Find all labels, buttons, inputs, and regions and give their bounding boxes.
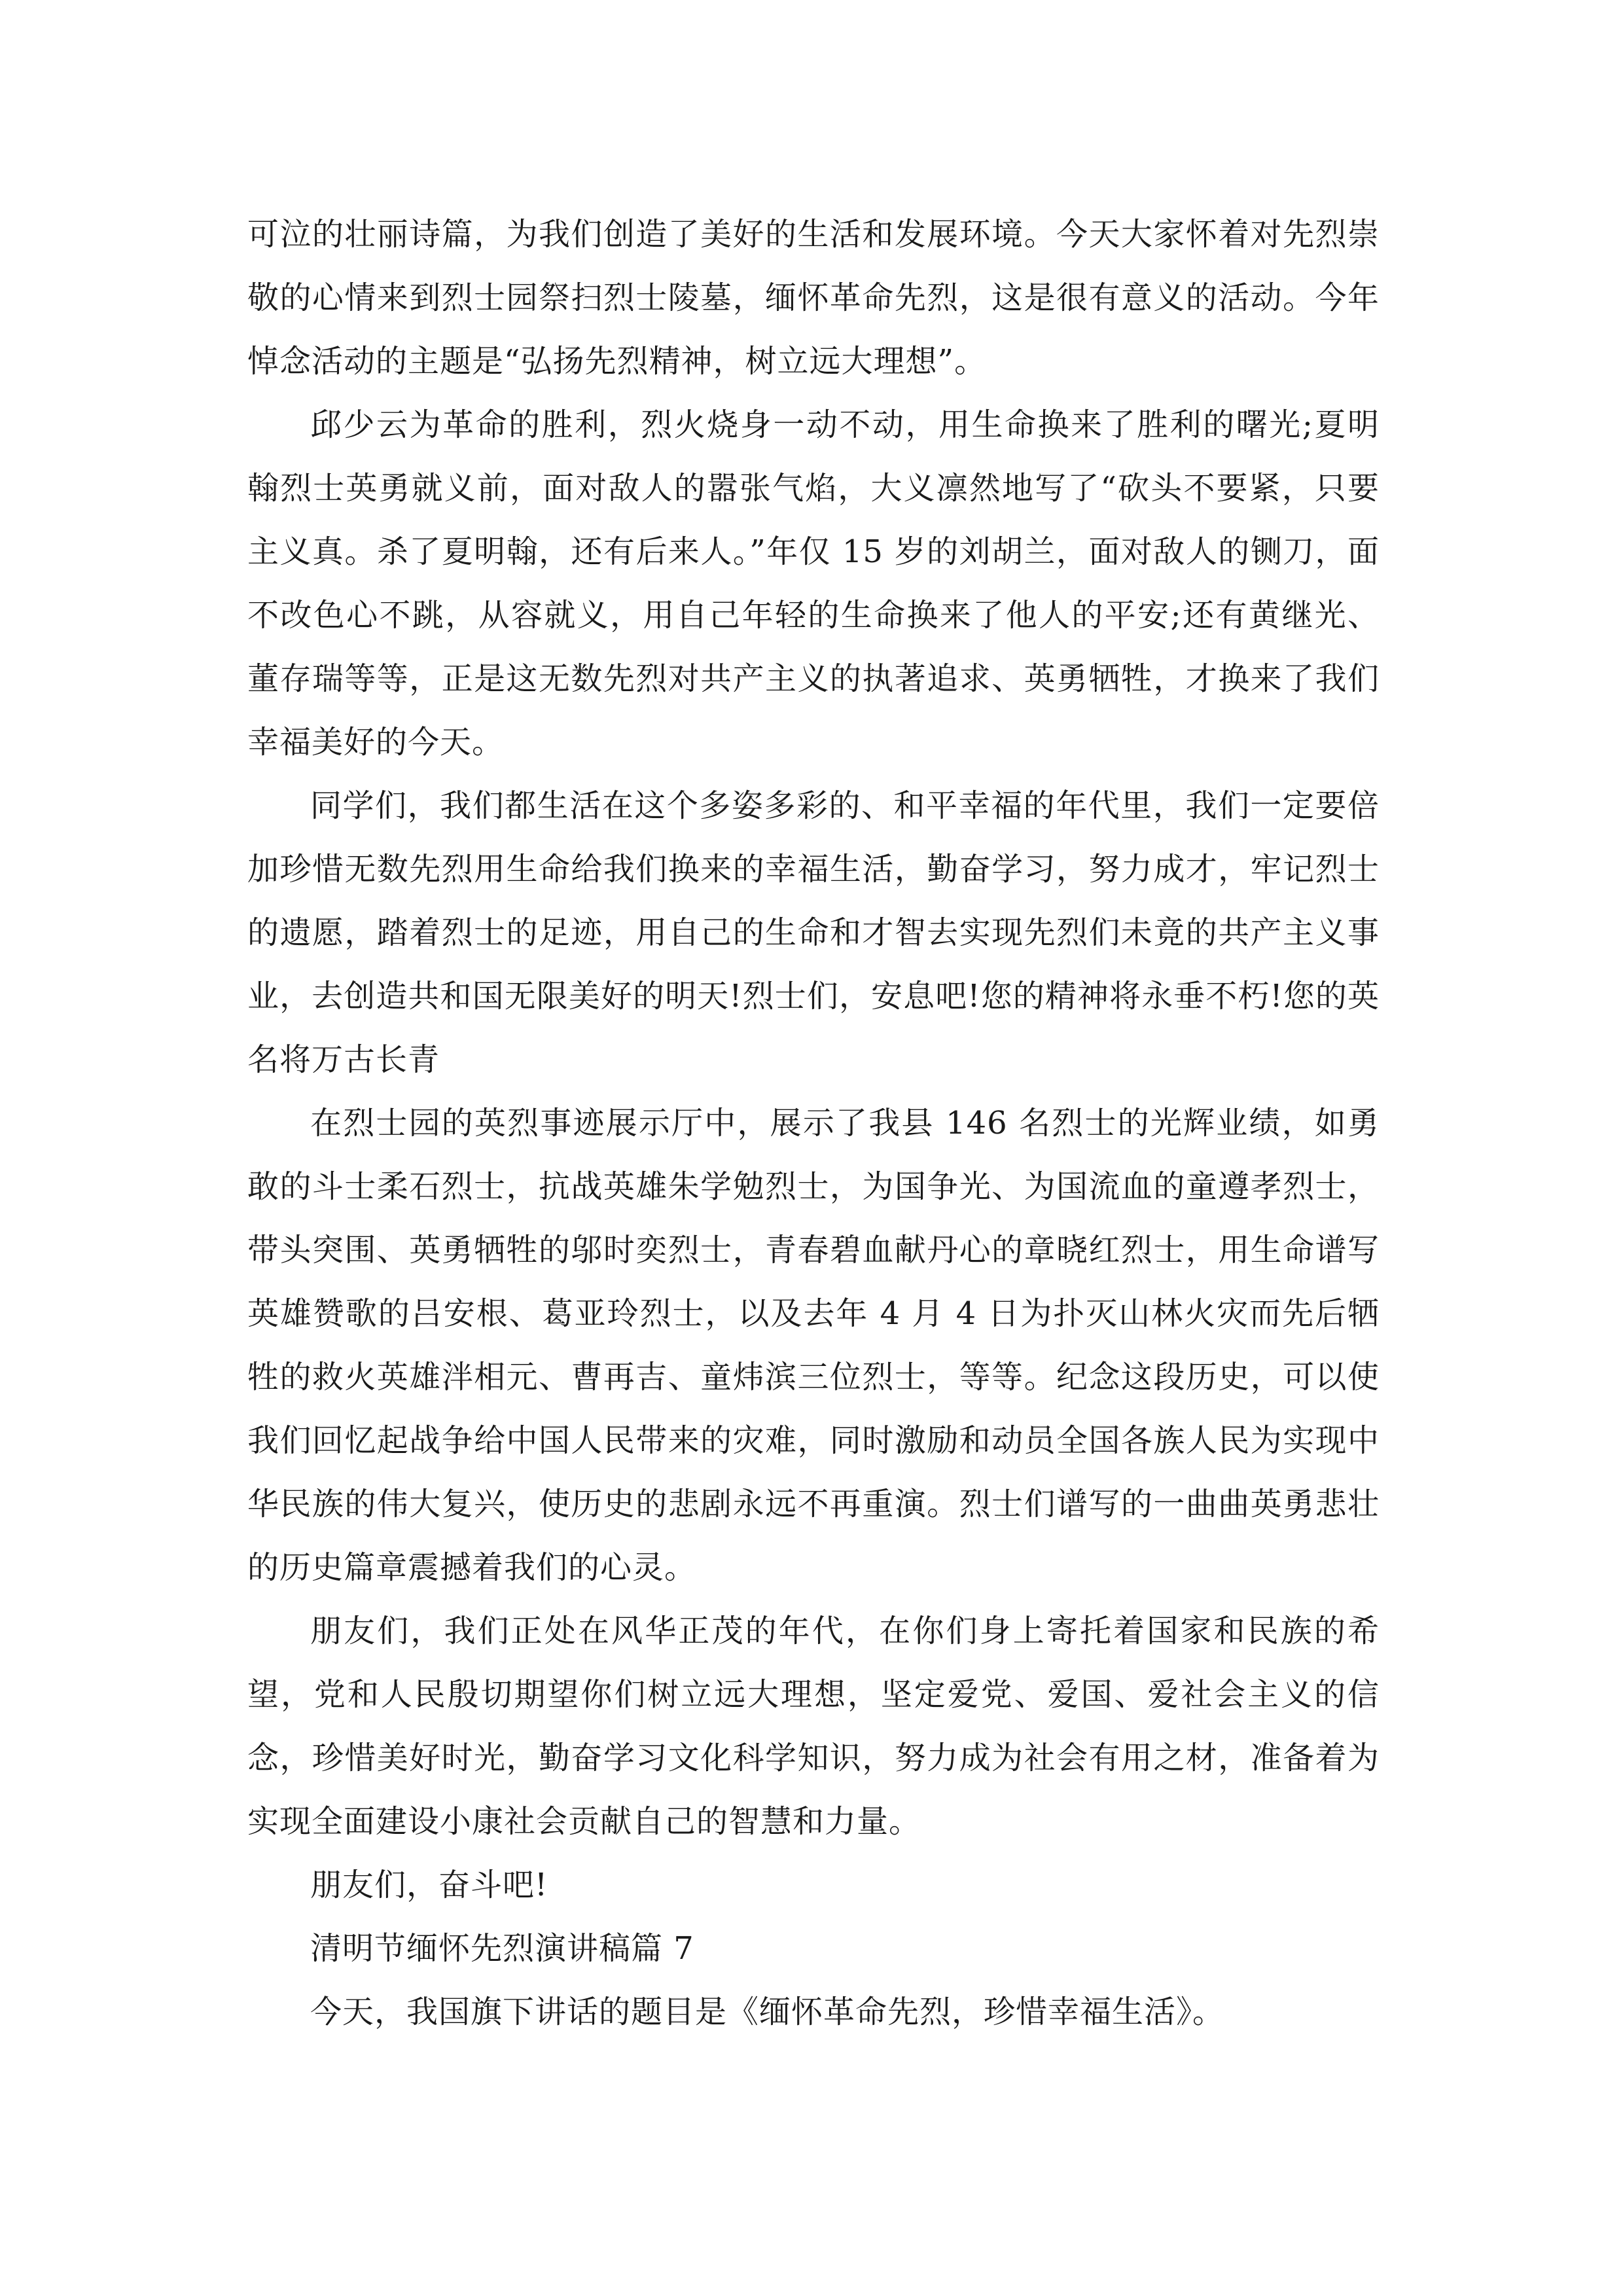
paragraph-continuation: 可泣的壮丽诗篇，为我们创造了美好的生活和发展环境。今天大家怀着对先烈崇敬的心情来到烈士园祭扫烈士陵墓，缅怀革命先烈，这是很有意义的活动。今年悼念活动的主题是“弘扬先烈精神，树立远大理想”。 [247,216,1380,380]
paragraph-exhibition-hall: 在烈士园的英烈事迹展示厅中，展示了我县 146 名烈士的光辉业绩，如勇敢的斗士柔石烈士，抗战英雄朱学勉烈士，为国争光、为国流血的童遵孝烈士，带头突围、英勇牺牲的邬时奕烈士，青春碧血献丹心的章晓红烈士，用生命谱写英雄赞歌的吕安根、葛亚玲烈士，以及去年 4 月 4 日为扑灭山林火灾而先后牺牲的救火英雄泮相元、曹再吉、童炜滨三位烈士，等等。纪念这段历史，可以使我们回忆起战争给中国人民带来的灾难，同时激励和动员全国各族人民为实现中华民族的伟大复兴，使历史的悲剧永远不再重演。烈士们谱写的一曲曲英勇悲壮的历史篇章震撼着我们的心灵。 [247,1105,1380,1586]
paragraph-speech-title: 今天，我国旗下讲话的题目是《缅怀革命先烈，珍惜幸福生活》。 [310,1994,1225,2030]
document-body [247,203,1380,2044]
paragraph-strive: 朋友们，奋斗吧! [310,1867,548,1903]
section-heading: 清明节缅怀先烈演讲稿篇 7 [310,1930,694,1967]
paragraph-friends-hope: 朋友们，我们正处在风华正茂的年代，在你们身上寄托着国家和民族的希望，党和人民殷切期望你们树立远大理想，坚定爱党、爱国、爱社会主义的信念，珍惜美好时光，勤奋学习文化科学知识，努力成为社会有用之材，准备着为实现全面建设小康社会贡献自己的智慧和力量。 [247,1613,1380,1840]
paragraph-martyrs-examples: 邱少云为革命的胜利，烈火烧身一动不动，用生命换来了胜利的曙光;夏明翰烈士英勇就义前，面对敌人的嚣张气焰，大义凛然地写了“砍头不要紧，只要主义真。杀了夏明翰，还有后来人。”年仅 15 岁的刘胡兰，面对敌人的铡刀，面不改色心不跳，从容就义，用自己年轻的生命换来了他人的平安;还有黄继光、董存瑞等等，正是这无数先烈对共产主义的执著追求、英勇牺牲，才换来了我们幸福美好的今天。 [247,406,1380,761]
paragraph-students-appeal: 同学们，我们都生活在这个多姿多彩的、和平幸福的年代里，我们一定要倍加珍惜无数先烈用生命给我们换来的幸福生活，勤奋学习，努力成才，牢记烈士的遗愿，踏着烈士的足迹，用自己的生命和才智去实现先烈们未竟的共产主义事业，去创造共和国无限美好的明天!烈士们，安息吧!您的精神将永垂不朽!您的英名将万古长青 [247,787,1380,1078]
